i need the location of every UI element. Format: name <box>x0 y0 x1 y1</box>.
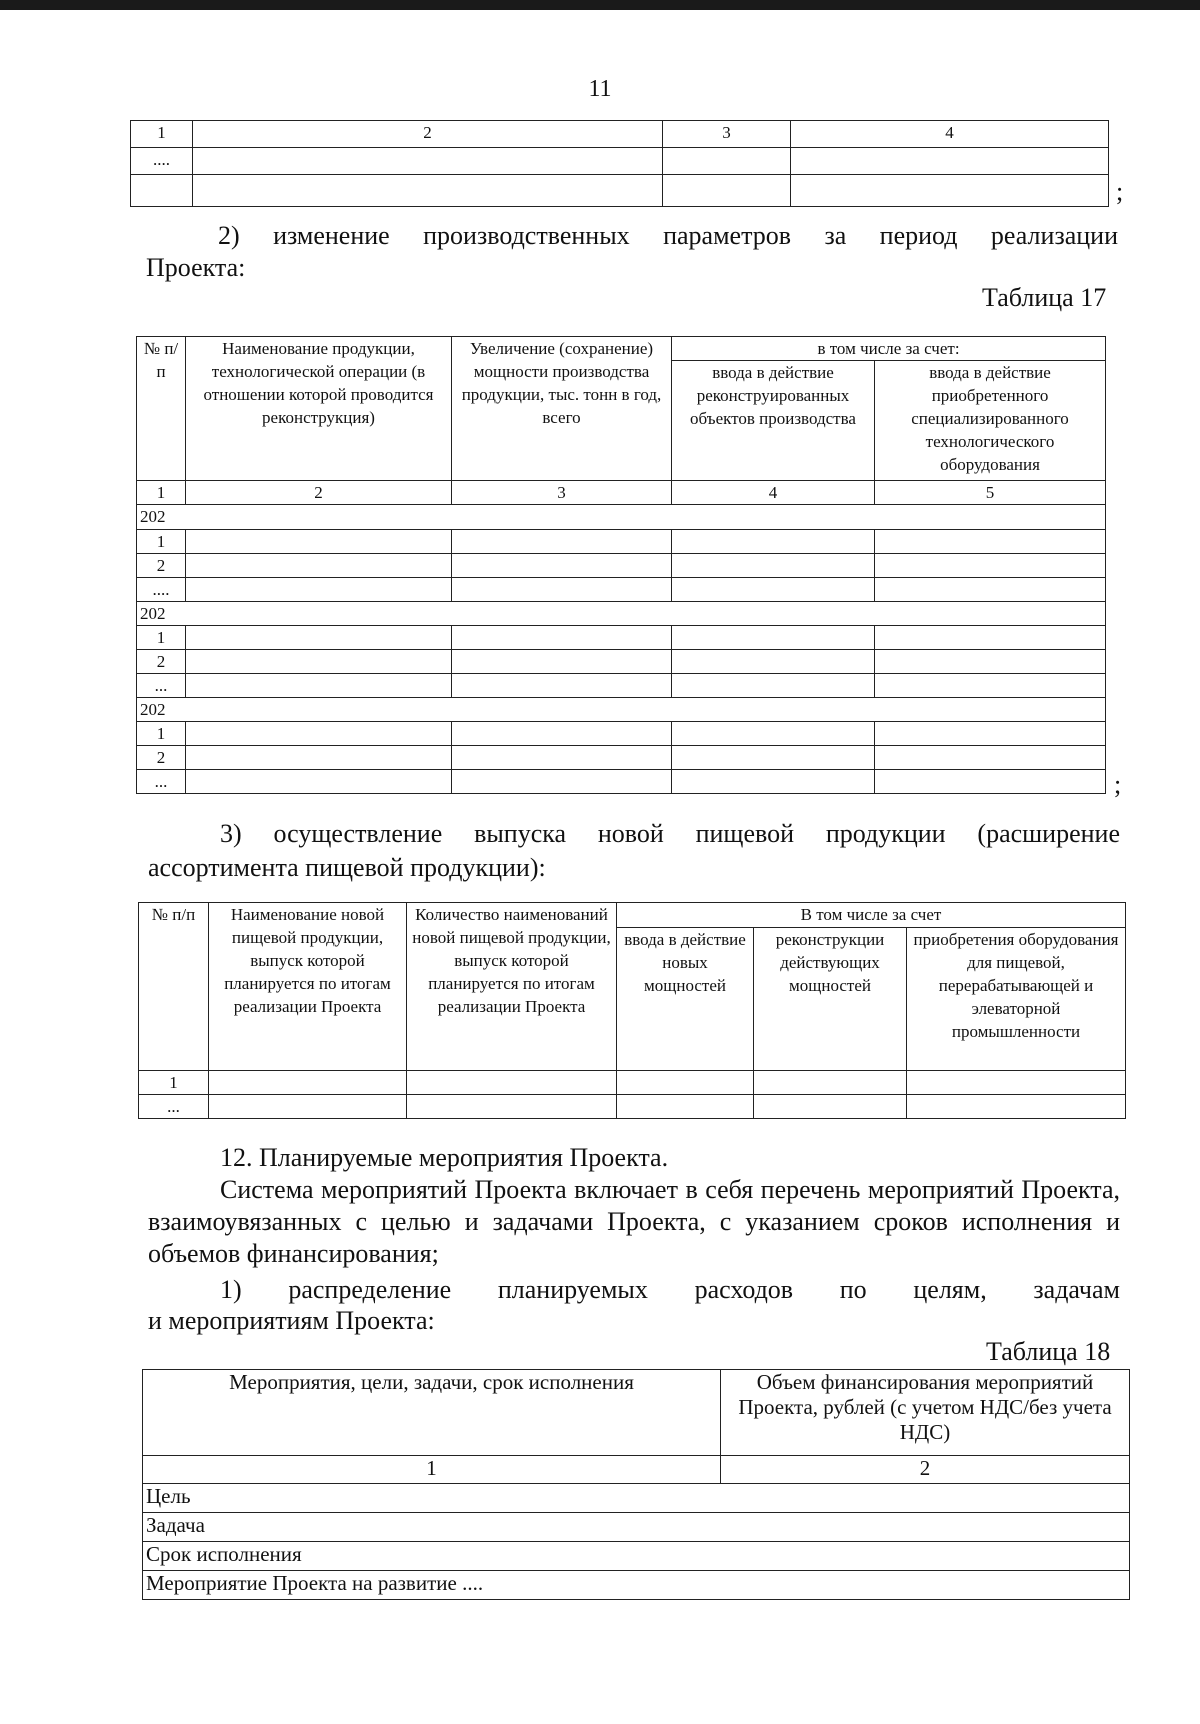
table-cell <box>875 674 1106 698</box>
table-cell <box>452 626 672 650</box>
table17 <box>136 336 1106 794</box>
table-cell <box>791 148 1109 175</box>
table-row-number: 1 <box>137 530 186 554</box>
table-cell <box>672 554 875 578</box>
table-cell <box>672 770 875 794</box>
table-cell <box>617 1095 754 1119</box>
table-cell <box>452 746 672 770</box>
products-header-purchase: приобретения оборудования для пищевой, перерабатывающей и элеваторной промышленности <box>907 928 1126 1071</box>
table-cell: .... <box>131 148 193 175</box>
table-cell <box>663 148 791 175</box>
table17-year-row: 202 <box>137 698 1106 722</box>
table18-row: Цель <box>143 1484 1130 1513</box>
scan-top-edge <box>0 0 1200 10</box>
top-table-header: 1 <box>131 121 193 148</box>
table-cell <box>907 1071 1126 1095</box>
table-row-number: 1 <box>139 1071 209 1095</box>
table17-header-equipment: ввода в действие приобретенного специализированного технологического оборудования <box>875 361 1106 481</box>
top-table-header: 4 <box>791 121 1109 148</box>
table-cell <box>875 554 1106 578</box>
table-cell <box>672 674 875 698</box>
table18-row: Задача <box>143 1513 1130 1542</box>
item3-line2: ассортимента пищевой продукции): <box>148 853 546 882</box>
products-header-new: ввода в действие новых мощностей <box>617 928 754 1071</box>
table-cell <box>452 530 672 554</box>
section12-item1-line2: и мероприятиям Проекта: <box>148 1306 435 1335</box>
section12-heading: 12. Планируемые мероприятия Проекта. <box>220 1143 669 1172</box>
table-cell <box>452 674 672 698</box>
table-cell <box>672 578 875 602</box>
table-cell <box>875 530 1106 554</box>
table-cell <box>452 554 672 578</box>
table18-caption: Таблица 18 <box>986 1337 1111 1366</box>
products-header-name: Наименование новой пищевой продукции, выпуск которой планируется по итогам реализации Проекта <box>209 903 407 1071</box>
table18-row: Мероприятие Проекта на развитие .... <box>143 1571 1130 1600</box>
table17-header-group: в том числе за счет: <box>672 337 1106 361</box>
table-cell <box>209 1071 407 1095</box>
table-cell <box>186 722 452 746</box>
table-row-number: .... <box>137 578 186 602</box>
table-row-number: 1 <box>137 722 186 746</box>
table-row-number: ... <box>137 770 186 794</box>
table-cell <box>186 746 452 770</box>
table-cell <box>407 1095 617 1119</box>
section12-item1-line1: 1) распределение планируемых расходов по целям, задачам <box>220 1275 1120 1304</box>
table-cell <box>407 1071 617 1095</box>
section12-paragraph <box>148 1174 1120 1270</box>
products-header-group: В том числе за счет <box>617 903 1126 928</box>
table18-col-number: 2 <box>721 1456 1130 1484</box>
table-cell <box>754 1095 907 1119</box>
table17-header-reconstructed: ввода в действие реконструированных объектов производства <box>672 361 875 481</box>
table-cell <box>186 770 452 794</box>
page-number: 11 <box>588 76 612 102</box>
item3-line1: 3) осуществление выпуска новой пищевой продукции (расширение <box>220 819 1120 848</box>
table-cell <box>193 148 663 175</box>
table-cell <box>754 1071 907 1095</box>
table-row-number: ... <box>137 674 186 698</box>
table-cell <box>672 626 875 650</box>
table-cell <box>452 578 672 602</box>
table-cell <box>672 746 875 770</box>
item2-line1: 2) изменение производственных параметров за период реализации <box>218 221 1118 250</box>
table-cell <box>875 650 1106 674</box>
table-cell <box>131 175 193 207</box>
top-table-header: 3 <box>663 121 791 148</box>
table18 <box>142 1369 1130 1600</box>
table-cell <box>672 530 875 554</box>
table-row-number: 2 <box>137 554 186 578</box>
table-cell <box>186 530 452 554</box>
products-header-reconstruction: реконструкции действующих мощностей <box>754 928 907 1071</box>
table17-header-increase: Увеличение (сохранение) мощности производства продукции, тыс. тонн в год, всего <box>452 337 672 481</box>
semicolon: ; <box>1114 770 1122 799</box>
table18-header-volume: Объем финансирования мероприятий Проекта, рублей (с учетом НДС/без учета НДС) <box>721 1370 1130 1456</box>
table-row-number: ... <box>139 1095 209 1119</box>
table-cell <box>791 175 1109 207</box>
table-cell <box>875 722 1106 746</box>
table17-header-name: Наименование продукции, технологической операции (в отношении которой проводится реконструкция) <box>186 337 452 481</box>
table18-header-measures: Мероприятия, цели, задачи, срок исполнения <box>143 1370 721 1456</box>
table17-year-row: 202 <box>137 505 1106 530</box>
table17-col-number: 3 <box>452 481 672 505</box>
new-products-table <box>138 902 1126 1119</box>
table-cell <box>907 1095 1126 1119</box>
table17-header-no: № п/п <box>137 337 186 481</box>
products-header-no: № п/п <box>139 903 209 1071</box>
table-row-number: 2 <box>137 650 186 674</box>
top-table <box>130 120 1109 207</box>
table-cell <box>186 578 452 602</box>
table-cell <box>672 650 875 674</box>
table-cell <box>186 650 452 674</box>
table-cell <box>875 626 1106 650</box>
table17-year-row: 202 <box>137 602 1106 626</box>
table-cell <box>193 175 663 207</box>
item2-line2: Проекта: <box>146 253 246 282</box>
table-cell <box>186 626 452 650</box>
table-cell <box>663 175 791 207</box>
table18-row: Срок исполнения <box>143 1542 1130 1571</box>
table17-col-number: 2 <box>186 481 452 505</box>
table-cell <box>875 746 1106 770</box>
table-cell <box>209 1095 407 1119</box>
table-row-number: 2 <box>137 746 186 770</box>
table17-col-number: 4 <box>672 481 875 505</box>
table-cell <box>452 650 672 674</box>
table-cell <box>875 578 1106 602</box>
table-cell <box>452 722 672 746</box>
semicolon: ; <box>1116 177 1124 206</box>
table-cell <box>617 1071 754 1095</box>
table-cell <box>452 770 672 794</box>
table17-col-number: 1 <box>137 481 186 505</box>
table18-col-number: 1 <box>143 1456 721 1484</box>
table17-col-number: 5 <box>875 481 1106 505</box>
section12-paragraph-text: Система мероприятий Проекта включает в себя перечень мероприятий Проекта, взаимоувязанных с целью и задачами Проекта, с указанием сроков исполнения и объемов финансирования; <box>148 1175 1120 1268</box>
table-cell <box>875 770 1106 794</box>
table17-caption: Таблица 17 <box>982 283 1107 312</box>
table-cell <box>672 722 875 746</box>
table-cell <box>186 674 452 698</box>
top-table-header: 2 <box>193 121 663 148</box>
products-header-count: Количество наименований новой пищевой продукции, выпуск которой планируется по итогам реализации Проекта <box>407 903 617 1071</box>
table-row-number: 1 <box>137 626 186 650</box>
table-cell <box>186 554 452 578</box>
